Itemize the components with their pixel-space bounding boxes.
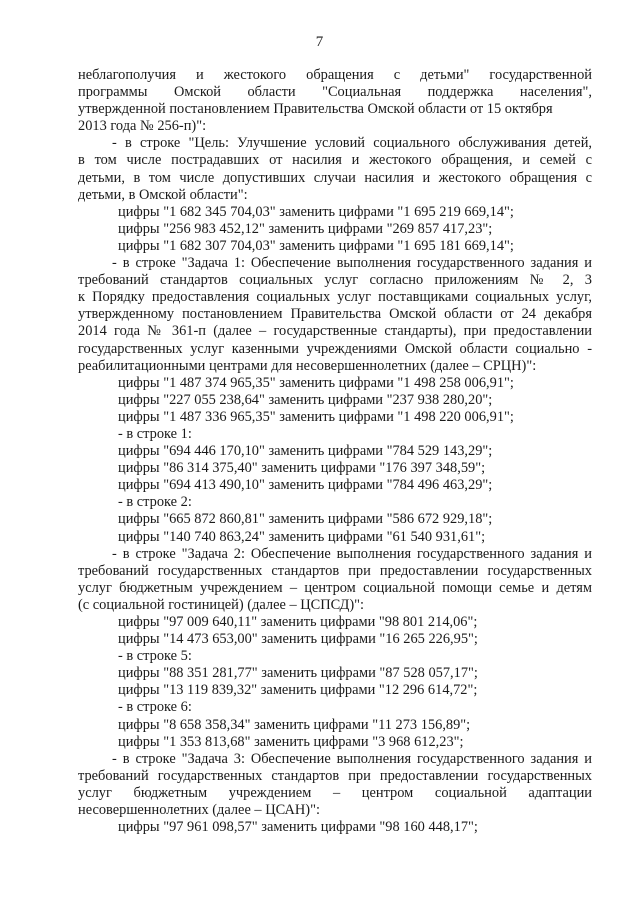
text-line: цифры "694 413 490,10" заменить цифрами "784 496 463,29"; bbox=[118, 477, 493, 494]
text-line: цифры "140 740 863,24" заменить цифрами "61 540 931,61"; bbox=[118, 528, 486, 545]
text-line: цифры "1 353 813,68" заменить цифрами "3 968 612,23"; bbox=[118, 733, 464, 750]
text-line: цифры "97 961 098,57" заменить цифрами "98 160 448,17"; bbox=[118, 819, 478, 836]
text-line: цифры "86 314 375,40" заменить цифрами "176 397 348,59"; bbox=[118, 460, 486, 477]
text-line: детьми, в Омской области": bbox=[78, 186, 248, 203]
text-line: утвержденному постановлением Правительства Омской области от 24 декабря bbox=[78, 306, 592, 323]
text-line: неблагополучия и жестокого обращения с детьми" государственной bbox=[78, 67, 592, 83]
text-line: - в строке 1: bbox=[118, 425, 192, 442]
text-line: 2013 года № 256-п)": bbox=[78, 118, 207, 135]
text-line: цифры "1 682 345 704,03" заменить цифрами "1 695 219 669,14"; bbox=[118, 203, 514, 220]
text-line: - в строке "Задача 2: Обеспечение выполнения государственного задания и bbox=[112, 545, 592, 562]
text-line: цифры "256 983 452,12" заменить цифрами "269 857 417,23"; bbox=[118, 220, 493, 237]
text-line: (с социальной гостиницей) (далее – ЦСПСД)": bbox=[78, 596, 364, 613]
text-line: к Порядку предоставления социальных услуг поставщиками социальных услуг, bbox=[78, 289, 592, 306]
text-line: цифры "665 872 860,81" заменить цифрами "586 672 929,18"; bbox=[118, 511, 493, 528]
document-body bbox=[78, 67, 592, 836]
text-line: реабилитационными центрами для несовершеннолетних (далее – СРЦН)": bbox=[78, 357, 537, 374]
text-line: государственных услуг казенными учреждениями Омской области социально - bbox=[78, 340, 592, 357]
text-line: утвержденной постановлением Правительства Омской области от 15 октября bbox=[78, 101, 553, 118]
text-line: цифры "97 009 640,11" заменить цифрами "98 801 214,06"; bbox=[118, 614, 478, 630]
text-line: - в строке "Задача 3: Обеспечение выполнения государственного задания и bbox=[112, 750, 592, 767]
page-number: 7 bbox=[315, 34, 324, 50]
text-line: программы Омской области "Социальная поддержка населения", bbox=[78, 84, 592, 101]
text-line: требований стандартов социальных услуг согласно приложениям № 2, 3 bbox=[78, 272, 592, 289]
text-line: услуг бюджетным учреждением – центром социальной помощи семье и детям bbox=[78, 579, 592, 596]
text-line: цифры "14 473 653,00" заменить цифрами "16 265 226,95"; bbox=[118, 631, 478, 648]
text-line: цифры "1 487 336 965,35" заменить цифрами "1 498 220 006,91"; bbox=[118, 408, 514, 425]
text-line: несовершеннолетних (далее – ЦСАН)": bbox=[78, 802, 320, 819]
text-line: цифры "1 487 374 965,35" заменить цифрами "1 498 258 006,91"; bbox=[118, 374, 514, 391]
text-line: - в строке 5: bbox=[118, 648, 192, 665]
text-line: требований государственных стандартов при предоставлении государственных bbox=[78, 767, 592, 784]
text-line: - в строке "Цель: Улучшение условий социального обслуживания детей, bbox=[112, 135, 592, 152]
text-line: - в строке 6: bbox=[118, 699, 192, 716]
text-line: 2014 года № 361-п (далее – государственные стандарты), при предоставлении bbox=[78, 323, 592, 340]
text-line: - в строке 2: bbox=[118, 494, 192, 511]
text-line: цифры "88 351 281,77" заменить цифрами "87 528 057,17"; bbox=[118, 665, 478, 682]
text-line: цифры "8 658 358,34" заменить цифрами "11 273 156,89"; bbox=[118, 716, 471, 733]
text-line: требований государственных стандартов при предоставлении государственных bbox=[78, 562, 592, 579]
text-line: цифры "1 682 307 704,03" заменить цифрами "1 695 181 669,14"; bbox=[118, 237, 514, 254]
text-line: детьми, в том числе допустивших случаи насилия и жестокого обращения с bbox=[78, 169, 592, 186]
text-line: услуг бюджетным учреждением – центром социальной адаптации bbox=[78, 784, 592, 801]
text-line: - в строке "Задача 1: Обеспечение выполнения государственного задания и bbox=[112, 255, 592, 272]
text-line: цифры "13 119 839,32" заменить цифрами "12 296 614,72"; bbox=[118, 682, 478, 699]
text-line: цифры "227 055 238,64" заменить цифрами "237 938 280,20"; bbox=[118, 391, 493, 408]
text-line: в том числе пострадавших от насилия и жестокого обращения, и семей с bbox=[78, 152, 592, 169]
text-line: цифры "694 446 170,10" заменить цифрами "784 529 143,29"; bbox=[118, 443, 493, 460]
